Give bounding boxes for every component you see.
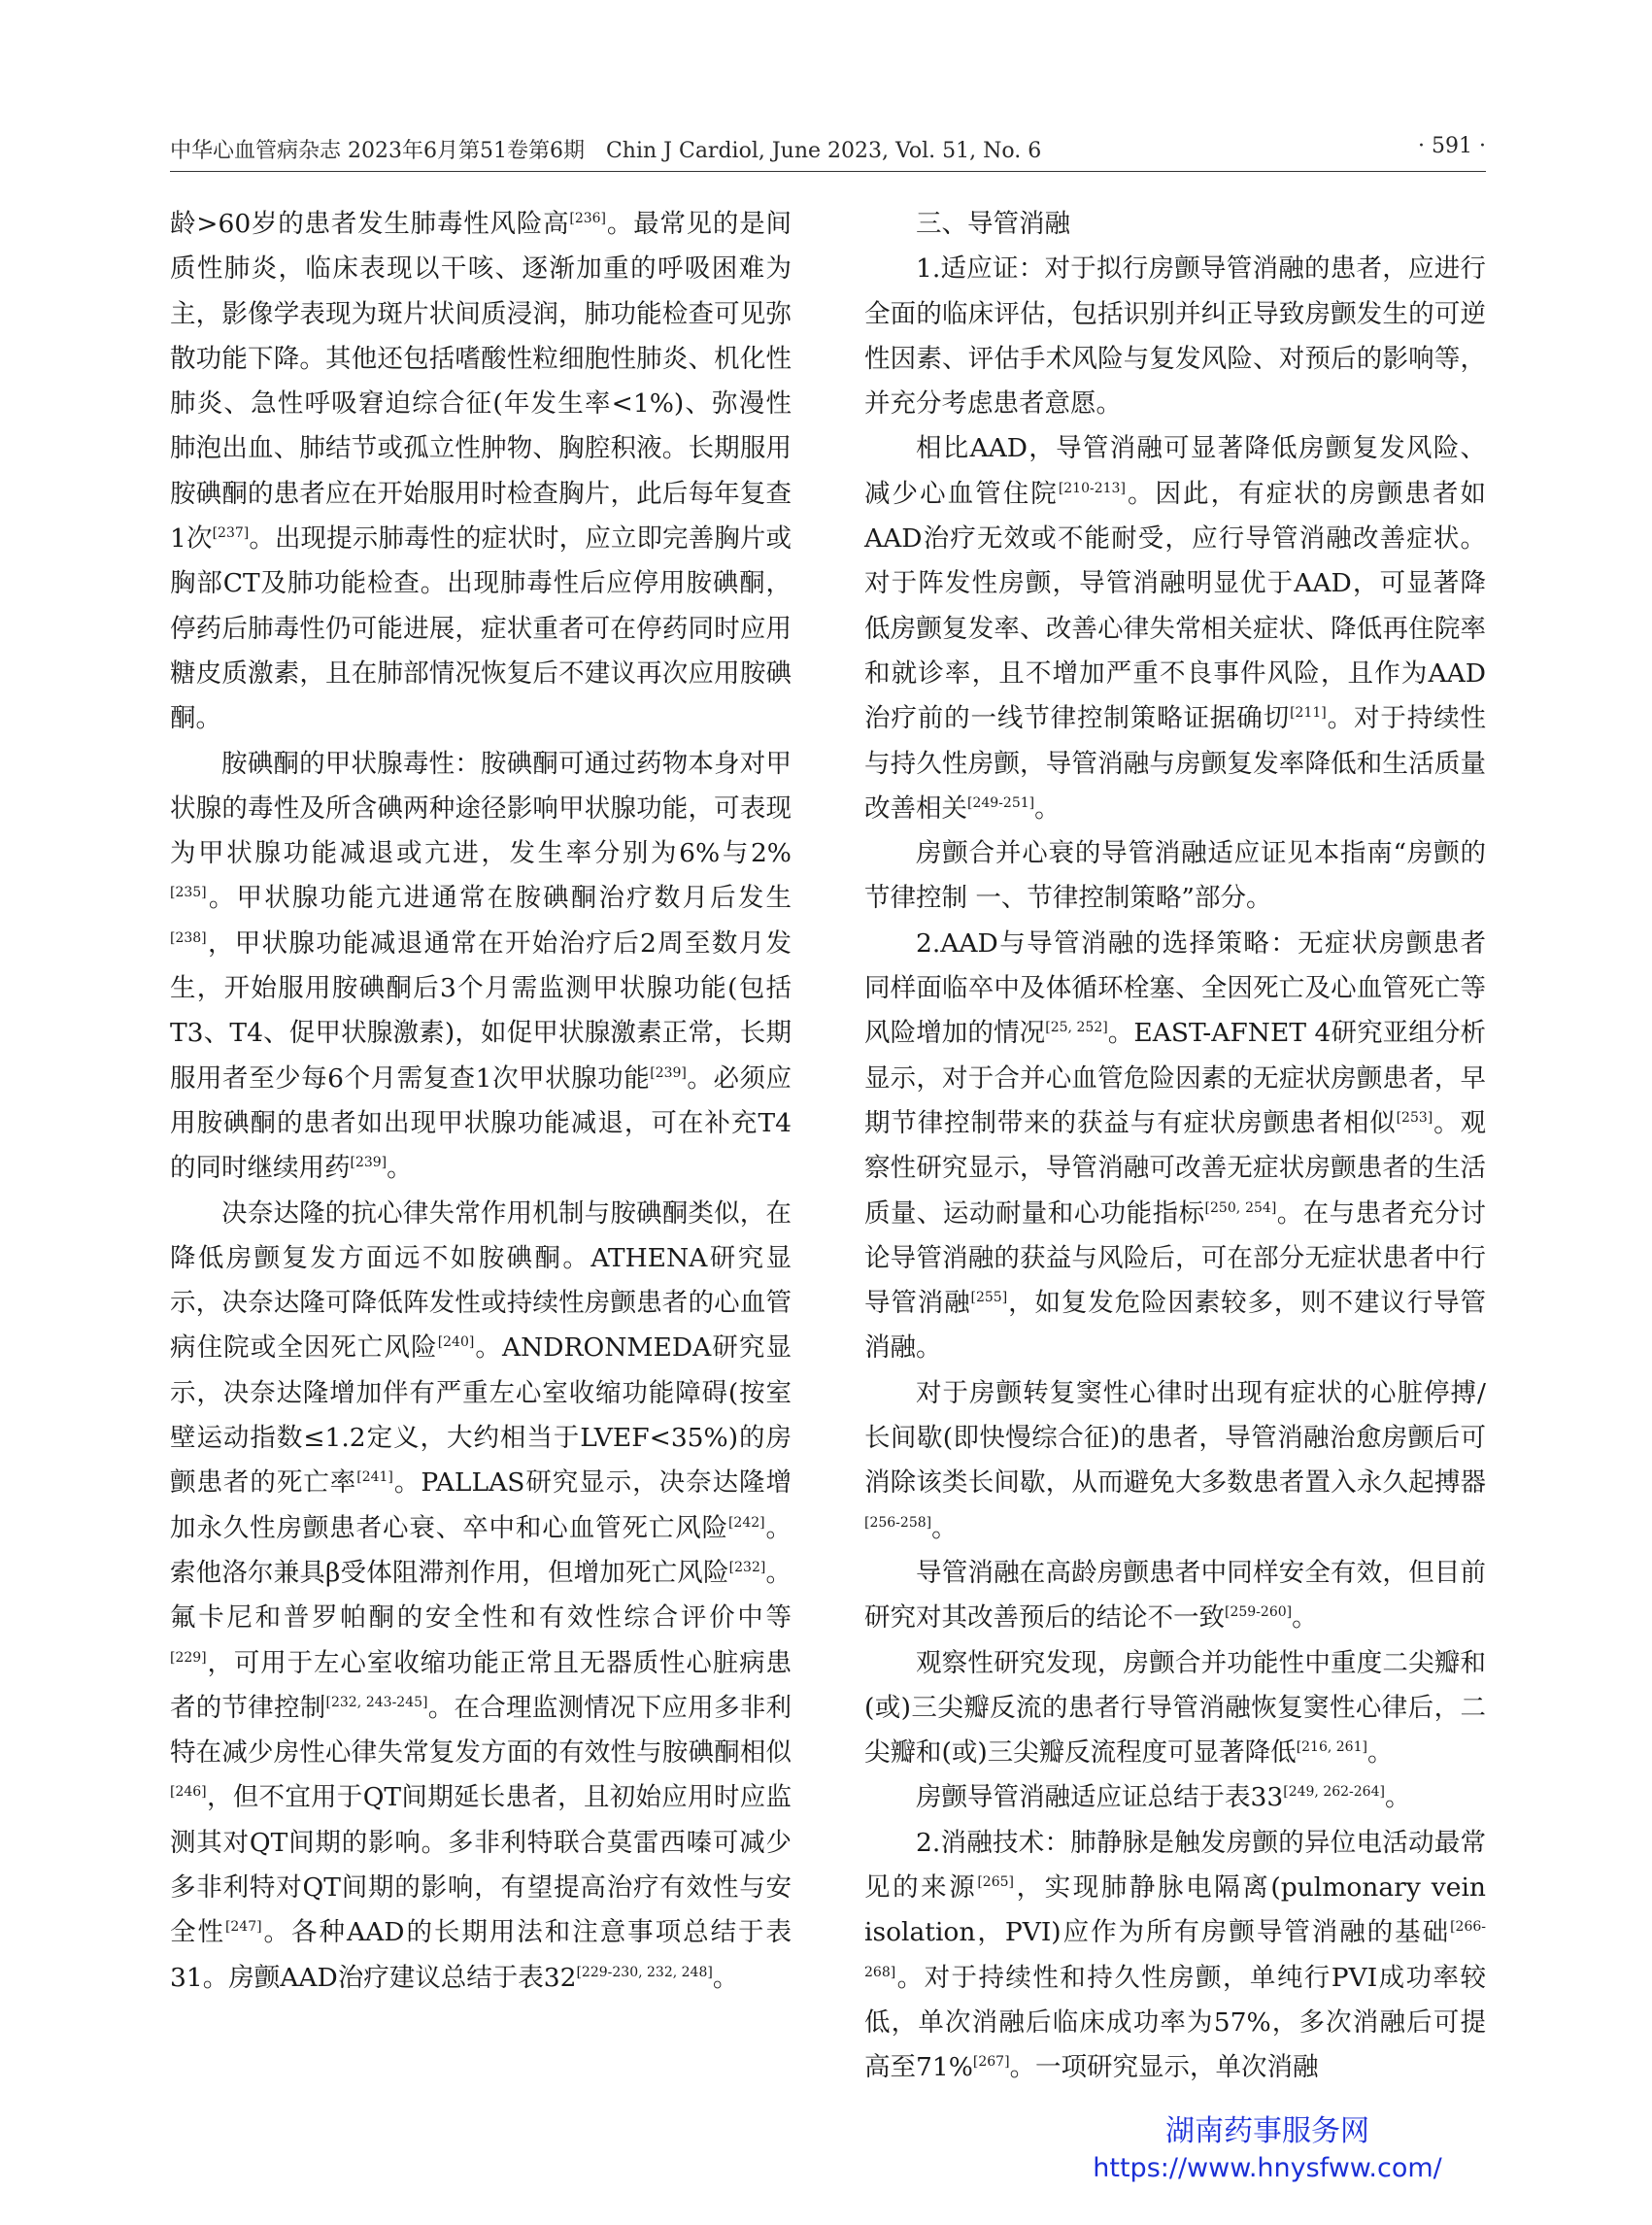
paragraph: 相比AAD，导管消融可显著降低房颤复发风险、减少心血管住院[210-213]。因此，有症状的房颤患者如AAD治疗无效或不能耐受，应行导管消融改善症状。对于阵发性房颤，导管消融明显优于AAD，可显著降低房颤复发率、改善心律失常相关症状、降低再住院率和就诊率，且不增加严重不良事件风险，且作为AAD治疗前的一线节律控制策略证据确切[211]。对于持续性与持久性房颤，导管消融与房颤复发率降低和生活质量改善相关[249-251]。 [864,433,1487,824]
paragraph: 房颤合并心衰的导管消融适应证见本指南“房颤的节律控制 一、节律控制策略”部分。 [864,838,1486,914]
header-rule [170,171,1486,172]
citation: [232] [728,1560,766,1576]
watermark [1044,2112,1491,2186]
paragraph: 龄>60岁的患者发生肺毒性风险高[236]。最常见的是间质性肺炎，临床表现以干咳、逐渐加重的呼吸困难为主，影像学表现为斑片状间质浸润，肺功能检查可见弥散功能下降。其他还包括嗜酸性粒细胞性肺炎、机化性肺炎、急性呼吸窘迫综合征(年发生率<1%)、弥漫性肺泡出血、肺结节或孤立性肿物、胸腔积液。长期服用胺碘酮的患者应在开始服用时检查胸片，此后每年复查1次[237]。出现提示肺毒性的症状时，应立即完善胸片或胸部CT及肺功能检查。出现肺毒性后应停用胺碘酮，停药后肺毒性仍可能进展，症状重者可在停药同时应用糖皮质激素，且在肺部情况恢复后不建议再次应用胺碘酮。 [170,209,792,734]
citation: [242] [727,1514,765,1531]
citation: [247] [224,1919,262,1936]
citation: [267] [972,2054,1010,2071]
journal-citation: 中华心血管病杂志 2023年6月第51卷第6期 Chin J Cardiol, June 2023, Vol. 51, No. 6 [170,139,1042,163]
paragraph: 2.AAD与导管消融的选择策略：无症状房颤患者同样面临卒中及体循环栓塞、全因死亡及心血管死亡等风险增加的情况[25, 252]。EAST-AFNET 4研究亚组分析显示，对于合并心血管危险因素的无症状房颤患者，早期节律控制带来的获益与有症状房颤患者相似[253]。观察性研究显示，导管消融可改善无症状房颤患者的生活质量、运动耐量和心功能指标[250, 254]。在与患者充分讨论导管消融的获益与风险后，可在部分无症状患者中行导管消融[255]，如复发危险因素较多，则不建议行导管消融。 [864,927,1487,1364]
citation: [229] [170,1649,207,1666]
paragraph: 2.消融技术：肺静脉是触发房颤的异位电活动最常见的来源[265]，实现肺静脉电隔离(pulmonary vein isolation，PVI)应作为所有房颤导管消融的基础[266-268]。对于持续性和持久性房颤，单纯行PVI成功率较低，单次消融后临床成功率为57%，多次消融后可提高至71%[267]。一项研究显示，单次消融 [864,1827,1486,2083]
right-column [864,202,1486,2090]
watermark-site-name: 湖南药事服务网 [1165,2114,1369,2148]
paragraph: 导管消融在高龄房颤患者中同样安全有效，但目前研究对其改善预后的结论不一致[259-260]。 [864,1557,1486,1634]
paragraph: 房颤导管消融适应证总结于表33[249, 262-264]。 [916,1782,1411,1813]
running-header [170,134,1486,164]
paragraph: 决奈达隆的抗心律失常作用机制与胺碘酮类似，在降低房颤复发方面远不如胺碘酮。ATHENA研究显示，决奈达隆可降低阵发性或持续性房颤患者的心血管病住院或全因死亡风险[240]。ANDRONMEDA研究显示，决奈达隆增加伴有严重左心室收缩功能障碍(按室壁运动指数≤1.2定义，大约相当于LVEF<35%)的房颤患者的死亡率[241]。PALLAS研究显示，决奈达隆增加永久性房颤患者心衰、卒中和心血管死亡风险[242]。索他洛尔兼具β受体阻滞剂作用，但增加死亡风险[232]。氟卡尼和普罗帕酮的安全性和有效性综合评价中等[229]，可用于左心室收缩功能正常且无器质性心脏病患者的节律控制[232, 243-245]。在合理监测情况下应用多非利特在减少房性心律失常复发方面的有效性与胺碘酮相似[246]，但不宜用于QT间期延长患者，且初始应用时应监测其对QT间期的影响。多非利特联合莫雷西嗪可减少多非利特对QT间期的影响，有望提高治疗有效性与安全性[247]。各种AAD的长期用法和注意事项总结于表31。房颤AAD治疗建议总结于表32[229-230, 232, 248]。 [170,1197,792,1993]
citation: [232, 243-245] [325,1694,428,1710]
citation: [239] [650,1064,687,1081]
paragraph: 观察性研究发现，房颤合并功能性中重度二尖瓣和(或)三尖瓣反流的患者行导管消融恢复窦性心律后，二尖瓣和(或)三尖瓣反流程度可显著降低[216, 261]。 [864,1647,1486,1769]
citation: [253] [1396,1110,1433,1127]
citation: [236] [569,211,607,227]
citation: [266-268] [864,1919,1486,1980]
citation: [256-258] [864,1514,932,1531]
paragraph: 1.适应证：对于拟行房颤导管消融的患者，应进行全面的临床评估，包括识别并纠正导致房颤发生的可逆性因素、评估手术风险与复发风险、对预后的影响等，并充分考虑患者意愿。 [864,253,1486,420]
paragraph: 胺碘酮的甲状腺毒性：胺碘酮可通过药物本身对甲状腺的毒性及所含碘两种途径影响甲状腺功能，可表现为甲状腺功能减退或亢进，发生率分别为6%与2%[235]。甲状腺功能亢进通常在胺碘酮治疗数月后发生[238]，甲状腺功能减退通常在开始治疗后2周至数月发生，开始服用胺碘酮后3个月需监测甲状腺功能(包括T3、T4、促甲状腺激素)，如促甲状腺激素正常，长期服用者至少每6个月需复查1次甲状腺功能[239]。必须应用胺碘酮的患者如出现甲状腺功能减退，可在补充T4的同时继续用药[239]。 [170,748,792,1184]
citation: [249, 262-264] [1283,1784,1385,1801]
citation: [216, 261] [1296,1739,1367,1756]
citation: [211] [1290,705,1327,722]
citation: [210-213] [1058,480,1126,496]
citation: [265] [977,1874,1014,1891]
citation: [249-251] [967,795,1035,812]
citation: [237] [212,525,250,542]
citation: [229-230, 232, 248] [576,1964,713,1980]
citation: [255] [970,1290,1008,1306]
paragraph: 对于房颤转复窦性心律时出现有症状的心脏停搏/长间歇(即快慢综合征)的患者，导管消融治愈房颤后可消除该类长间歇，从而避免大多数患者置入永久起搏器[256-258]。 [864,1377,1486,1543]
citation: [250, 254] [1204,1199,1277,1216]
section-heading: 三、导管消融 [916,209,1070,239]
citation: [241] [356,1469,393,1486]
citation: [240] [437,1334,475,1351]
citation: [25, 252] [1045,1020,1108,1036]
page-number: · 591 · [1418,134,1486,158]
watermark-url: https://www.hnysfww.com/ [1093,2153,1442,2183]
left-column [170,202,792,2001]
citation: [238] [170,929,207,946]
citation: [259-260] [1225,1604,1293,1621]
citation: [246] [170,1784,207,1801]
citation: [239] [350,1155,388,1171]
citation: [235] [170,885,207,901]
